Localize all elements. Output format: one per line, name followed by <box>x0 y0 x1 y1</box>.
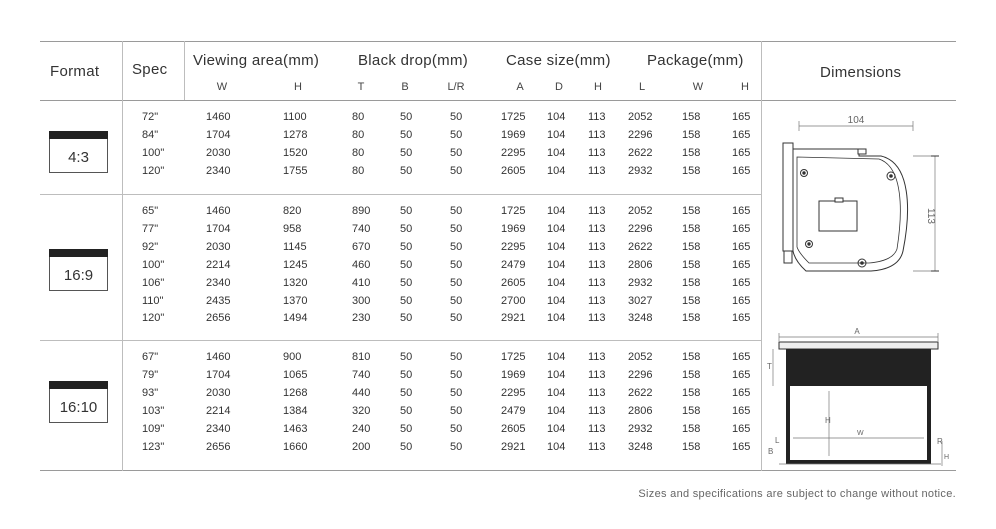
case-cross-section <box>783 121 939 271</box>
table-cell: 1704 <box>206 368 231 381</box>
table-cell: 1384 <box>283 404 308 417</box>
table-cell: 2605 <box>501 276 526 289</box>
screen-bar <box>49 131 108 139</box>
table-cell: 104 <box>547 146 566 159</box>
table-cell: 50 <box>400 222 413 235</box>
table-cell: 158 <box>682 351 701 363</box>
table-cell: 1520 <box>283 146 308 159</box>
table-cell: 1245 <box>283 258 308 271</box>
table-cell: 158 <box>682 404 701 417</box>
table-cell: 2214 <box>206 404 231 417</box>
table-cell: 80 <box>352 164 365 177</box>
table-cell: 2340 <box>206 422 231 435</box>
table-cell: 1969 <box>501 368 526 381</box>
table-cell: 158 <box>682 258 701 271</box>
table-cell: 50 <box>450 258 463 271</box>
table-cell: 113 <box>588 404 606 417</box>
table-cell: 1725 <box>501 111 526 123</box>
format-label: 16:9 <box>63 267 94 284</box>
screen-bar <box>49 381 108 389</box>
header-format: Format <box>50 63 100 80</box>
group-divider <box>40 194 761 195</box>
subheader-pkg-h: H <box>741 81 749 93</box>
table-cell: 158 <box>682 440 701 453</box>
table-cell: 2622 <box>628 386 653 399</box>
subheader-a: A <box>516 81 524 93</box>
table-cell: 80 <box>352 111 365 123</box>
table-cell: 104 <box>547 111 566 123</box>
table-cell: 2340 <box>206 164 231 177</box>
table-cell: 890 <box>352 205 371 217</box>
table-cell: 158 <box>682 294 701 307</box>
table-cell: 113 <box>588 351 606 363</box>
table-cell: 165 <box>732 205 751 217</box>
table-cell: 50 <box>450 164 463 177</box>
table-cell: 1494 <box>283 312 308 325</box>
table-cell: 104 <box>547 240 566 253</box>
table-cell: 2296 <box>628 222 653 235</box>
table-cell: 2932 <box>628 164 653 177</box>
table-cell: 320 <box>352 404 371 417</box>
subheader-pkg-w: W <box>692 81 704 93</box>
table-cell: 958 <box>283 222 302 235</box>
table-cell: 50 <box>400 258 413 271</box>
table-cell: 104 <box>547 222 566 235</box>
table-cell: 80 <box>352 128 365 141</box>
table-cell: 1065 <box>283 368 308 381</box>
table-cell: 50 <box>450 404 463 417</box>
table-cell: 1969 <box>501 128 526 141</box>
table-cell: 50 <box>450 312 463 325</box>
table-cell: 2435 <box>206 294 231 307</box>
table-cell: 104 <box>547 440 566 453</box>
subheader-w: W <box>216 81 228 93</box>
table-cell: 1460 <box>206 111 231 123</box>
table-cell: 50 <box>400 164 413 177</box>
spec-size-cell: 100" <box>142 258 165 271</box>
table-cell: 165 <box>732 128 751 141</box>
table-cell: 1278 <box>283 128 308 141</box>
table-cell: 2806 <box>628 258 653 271</box>
table-cell: 900 <box>283 351 302 363</box>
spec-size-cell: 110" <box>142 294 164 307</box>
table-cell: 50 <box>400 422 413 435</box>
table-cell: 104 <box>547 164 566 177</box>
spec-size-cell: 84" <box>142 128 159 141</box>
table-cell: 2932 <box>628 422 653 435</box>
format-icon-16-10 <box>49 381 108 423</box>
table-cell: 820 <box>283 205 302 217</box>
spec-size-cell: 79" <box>142 368 159 381</box>
table-cell: 158 <box>682 240 701 253</box>
table-cell: 165 <box>732 404 751 417</box>
screen-label-b: B <box>768 447 774 456</box>
spec-size-cell: 72" <box>142 111 159 123</box>
table-cell: 158 <box>682 164 701 177</box>
table-cell: 50 <box>450 205 463 217</box>
table-cell: 104 <box>547 312 566 325</box>
table-cell: 165 <box>732 240 751 253</box>
table-cell: 50 <box>450 368 463 381</box>
table-cell: 810 <box>352 351 371 363</box>
table-cell: 158 <box>682 111 701 123</box>
table-cell: 50 <box>450 351 463 363</box>
table-cell: 300 <box>352 294 371 307</box>
table-cell: 2340 <box>206 276 231 289</box>
table-cell: 113 <box>588 240 606 253</box>
table-cell: 165 <box>732 294 751 307</box>
table-cell: 1100 <box>283 111 307 123</box>
table-cell: 1463 <box>283 422 308 435</box>
table-cell: 2921 <box>501 312 526 325</box>
header-dimensions: Dimensions <box>820 64 902 81</box>
subheader-lr: L/R <box>447 81 465 93</box>
table-cell: 158 <box>682 368 701 381</box>
table-cell: 165 <box>732 312 751 325</box>
table-cell: 440 <box>352 386 371 399</box>
table-cell: 1755 <box>283 164 308 177</box>
table-cell: 50 <box>400 440 413 453</box>
table-cell: 104 <box>547 276 566 289</box>
table-cell: 165 <box>732 222 751 235</box>
table-cell: 2214 <box>206 258 231 271</box>
screen-label-h-side: H <box>944 454 950 461</box>
format-label: 16:10 <box>59 399 98 416</box>
table-cell: 50 <box>400 294 413 307</box>
table-cell: 740 <box>352 368 371 381</box>
header-case-size: Case size(mm) <box>506 52 611 69</box>
case-width-label: 104 <box>847 115 865 126</box>
group-divider <box>40 340 761 341</box>
table-cell: 165 <box>732 164 751 177</box>
table-cell: 740 <box>352 222 371 235</box>
table-cell: 2656 <box>206 440 231 453</box>
table-cell: 2030 <box>206 240 231 253</box>
table-cell: 2479 <box>501 404 526 417</box>
table-top-rule <box>40 41 956 42</box>
table-cell: 2605 <box>501 422 526 435</box>
spec-size-cell: 123" <box>142 440 165 453</box>
table-cell: 1725 <box>501 351 526 363</box>
format-icon-16-9 <box>49 249 108 291</box>
spec-size-cell: 120" <box>142 164 165 177</box>
table-cell: 50 <box>450 240 463 253</box>
table-cell: 1268 <box>283 386 308 399</box>
table-cell: 113 <box>588 111 606 123</box>
table-cell: 50 <box>450 111 463 123</box>
screen-label-r: R <box>937 437 943 446</box>
spec-size-cell: 93" <box>142 386 159 399</box>
dimensions-diagram <box>761 101 956 471</box>
spec-size-cell: 92" <box>142 240 159 253</box>
screen-front-view <box>773 333 942 466</box>
table-cell: 165 <box>732 368 751 381</box>
table-cell: 1460 <box>206 351 231 363</box>
table-cell: 158 <box>682 146 701 159</box>
table-cell: 113 <box>588 164 606 177</box>
table-cell: 240 <box>352 422 371 435</box>
table-cell: 50 <box>450 222 463 235</box>
table-cell: 2296 <box>628 368 653 381</box>
spec-size-cell: 106" <box>142 276 165 289</box>
format-icon-4-3 <box>49 131 108 173</box>
header-black-drop: Black drop(mm) <box>358 52 469 69</box>
table-cell: 104 <box>547 258 566 271</box>
spec-size-cell: 67" <box>142 351 159 363</box>
table-cell: 104 <box>547 294 566 307</box>
table-cell: 158 <box>682 222 701 235</box>
format-label: 4:3 <box>68 149 89 166</box>
table-cell: 113 <box>588 258 606 271</box>
table-cell: 165 <box>732 351 751 363</box>
table-cell: 2932 <box>628 276 653 289</box>
table-cell: 113 <box>588 294 606 307</box>
table-cell: 104 <box>547 128 566 141</box>
table-cell: 50 <box>400 351 413 363</box>
subheader-d: D <box>555 81 563 93</box>
table-cell: 3248 <box>628 440 653 453</box>
table-cell: 2295 <box>501 146 526 159</box>
table-cell: 104 <box>547 205 566 217</box>
table-cell: 1704 <box>206 222 231 235</box>
table-cell: 104 <box>547 422 566 435</box>
table-cell: 2806 <box>628 404 653 417</box>
table-cell: 158 <box>682 312 701 325</box>
table-cell: 50 <box>450 422 463 435</box>
table-cell: 50 <box>400 368 413 381</box>
spec-size-cell: 65" <box>142 205 159 217</box>
screen-label-w: W <box>857 430 864 437</box>
table-cell: 1969 <box>501 222 526 235</box>
spec-table <box>40 41 956 471</box>
table-cell: 50 <box>400 312 413 325</box>
case-height-label: 113 <box>925 208 936 224</box>
table-cell: 2479 <box>501 258 526 271</box>
table-cell: 200 <box>352 440 371 453</box>
table-cell: 165 <box>732 111 751 123</box>
table-cell: 165 <box>732 146 751 159</box>
table-cell: 50 <box>450 386 463 399</box>
table-cell: 2030 <box>206 386 231 399</box>
table-cell: 460 <box>352 258 371 271</box>
table-cell: 670 <box>352 240 371 253</box>
table-cell: 158 <box>682 386 701 399</box>
table-cell: 165 <box>732 386 751 399</box>
table-cell: 2700 <box>501 294 526 307</box>
table-cell: 2622 <box>628 146 653 159</box>
spec-size-cell: 109" <box>142 422 165 435</box>
table-cell: 3248 <box>628 312 653 325</box>
column-divider <box>184 41 185 100</box>
table-cell: 230 <box>352 312 371 325</box>
table-cell: 50 <box>400 386 413 399</box>
table-cell: 80 <box>352 146 365 159</box>
table-cell: 2052 <box>628 111 653 123</box>
subheader-t: T <box>357 81 365 93</box>
table-cell: 50 <box>450 146 463 159</box>
subheader-case-h: H <box>594 81 602 93</box>
spec-size-cell: 100" <box>142 146 165 159</box>
screen-label-a: A <box>854 327 860 336</box>
table-cell: 3027 <box>628 294 653 307</box>
table-cell: 158 <box>682 276 701 289</box>
table-cell: 113 <box>588 276 606 289</box>
table-cell: 113 <box>588 440 606 453</box>
table-cell: 104 <box>547 368 566 381</box>
table-cell: 410 <box>352 276 371 289</box>
header-package: Package(mm) <box>647 52 744 69</box>
table-cell: 1370 <box>283 294 308 307</box>
table-cell: 2030 <box>206 146 231 159</box>
table-cell: 2052 <box>628 205 653 217</box>
table-cell: 1320 <box>283 276 308 289</box>
table-cell: 50 <box>450 276 463 289</box>
table-cell: 113 <box>588 205 606 217</box>
table-cell: 113 <box>588 422 606 435</box>
table-cell: 1704 <box>206 128 231 141</box>
screen-label-t: T <box>767 362 772 371</box>
table-cell: 104 <box>547 386 566 399</box>
subheader-b: B <box>401 81 409 93</box>
table-cell: 50 <box>400 111 413 123</box>
table-cell: 113 <box>588 222 606 235</box>
screen-label-l: L <box>775 436 780 445</box>
spec-size-cell: 120" <box>142 312 165 325</box>
header-viewing-area: Viewing area(mm) <box>193 52 320 69</box>
table-cell: 50 <box>450 440 463 453</box>
table-cell: 50 <box>400 205 413 217</box>
table-cell: 158 <box>682 128 701 141</box>
table-cell: 1660 <box>283 440 308 453</box>
table-cell: 113 <box>588 128 606 141</box>
table-cell: 50 <box>400 240 413 253</box>
header-spec: Spec <box>132 61 168 78</box>
table-cell: 1725 <box>501 205 526 217</box>
table-cell: 2921 <box>501 440 526 453</box>
table-cell: 158 <box>682 205 701 217</box>
table-cell: 113 <box>588 146 606 159</box>
table-cell: 1145 <box>283 240 307 253</box>
table-cell: 158 <box>682 422 701 435</box>
table-cell: 50 <box>400 404 413 417</box>
table-cell: 50 <box>400 146 413 159</box>
spec-size-cell: 103" <box>142 404 165 417</box>
table-cell: 2622 <box>628 240 653 253</box>
screen-bar <box>49 249 108 257</box>
subheader-l: L <box>638 81 646 93</box>
table-cell: 2605 <box>501 164 526 177</box>
table-cell: 165 <box>732 258 751 271</box>
table-cell: 165 <box>732 440 751 453</box>
spec-size-cell: 77" <box>142 222 159 235</box>
table-cell: 113 <box>588 386 606 399</box>
table-cell: 50 <box>400 276 413 289</box>
table-cell: 50 <box>450 128 463 141</box>
table-cell: 2296 <box>628 128 653 141</box>
table-cell: 2295 <box>501 240 526 253</box>
table-cell: 104 <box>547 404 566 417</box>
table-cell: 2295 <box>501 386 526 399</box>
table-cell: 50 <box>400 128 413 141</box>
table-cell: 165 <box>732 422 751 435</box>
table-cell: 113 <box>588 312 606 325</box>
table-cell: 1460 <box>206 205 231 217</box>
table-cell: 50 <box>450 294 463 307</box>
table-cell: 2052 <box>628 351 653 363</box>
table-cell: 113 <box>588 368 606 381</box>
table-cell: 2656 <box>206 312 231 325</box>
table-cell: 104 <box>547 351 566 363</box>
table-cell: 165 <box>732 276 751 289</box>
footnote: Sizes and specifications are subject to change without notice. <box>638 488 956 500</box>
screen-label-h: H <box>825 416 831 425</box>
column-divider <box>122 41 123 471</box>
subheader-h: H <box>294 81 302 93</box>
